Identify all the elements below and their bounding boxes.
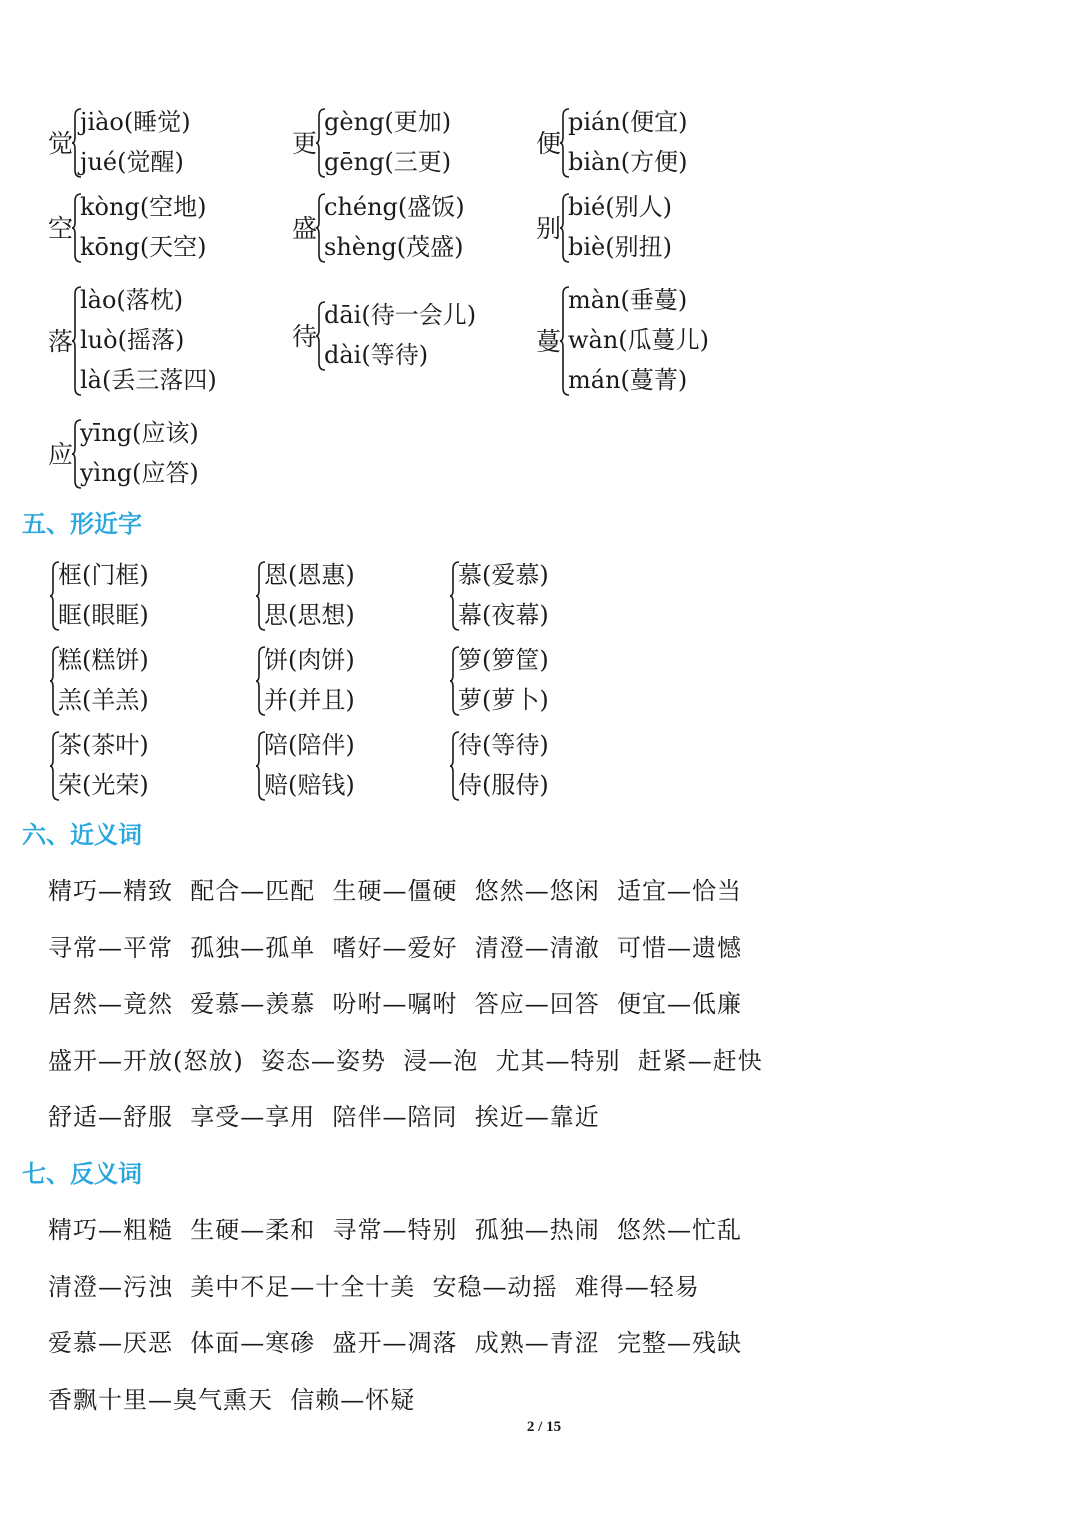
- similar-char-word: 待(等待): [458, 731, 549, 759]
- similar-char-word: 侍(服侍): [458, 771, 549, 799]
- polyphonic-char: 空: [48, 214, 74, 243]
- section-title-antonyms: 七、反义词: [22, 1160, 142, 1188]
- reading: dāi(待一会儿): [324, 301, 477, 329]
- synonym-line: 寻常—平常 孤独—孤单 嗜好—爱好 清澄—清澈 可惜—遗憾: [48, 934, 743, 962]
- similar-char-word: 恩(恩惠): [264, 561, 355, 589]
- polyphonic-char: 觉: [48, 129, 74, 158]
- synonym-line: 精巧—精致 配合—匹配 生硬—僵硬 悠然—悠闲 适宜—恰当: [48, 877, 743, 905]
- similar-char-word: 萝(萝卜): [458, 686, 549, 714]
- similar-char-word: 荣(光荣): [58, 771, 149, 799]
- similar-char-word: 慕(爱慕): [458, 561, 549, 589]
- reading: shèng(茂盛): [324, 233, 464, 261]
- polyphonic-char: 别: [536, 214, 562, 243]
- antonym-line: 精巧—粗糙 生硬—柔和 寻常—特别 孤独—热闹 悠然—忙乱: [48, 1216, 743, 1244]
- similar-char-word: 幕(夜幕): [458, 601, 549, 629]
- synonym-line: 舒适—舒服 享受—享用 陪伴—陪同 挨近—靠近: [48, 1103, 600, 1131]
- similar-char-word: 框(门框): [58, 561, 149, 589]
- polyphonic-char: 盛: [292, 214, 318, 243]
- antonym-line: 清澄—污浊 美中不足—十全十美 安稳—动摇 难得—轻易: [48, 1273, 700, 1301]
- reading: wàn(瓜蔓儿): [568, 326, 710, 354]
- polyphonic-char: 待: [292, 322, 318, 351]
- similar-char-word: 箩(箩筐): [458, 646, 549, 674]
- polyphonic-char: 落: [48, 327, 74, 356]
- reading: pián(便宜): [568, 108, 688, 136]
- similar-char-word: 陪(陪伴): [264, 731, 355, 759]
- reading: dài(等待): [324, 341, 429, 369]
- antonym-line: 爱慕—厌恶 体面—寒碜 盛开—凋落 成熟—青涩 完整—残缺: [48, 1329, 743, 1357]
- reading: mán(蔓菁): [568, 366, 688, 394]
- reading: màn(垂蔓): [568, 286, 688, 314]
- reading: là(丢三落四): [80, 366, 217, 394]
- similar-char-word: 眶(眼眶): [58, 601, 149, 629]
- similar-char-word: 羔(羊羔): [58, 686, 149, 714]
- similar-char-word: 饼(肉饼): [264, 646, 355, 674]
- reading: yīng(应该): [80, 419, 199, 447]
- synonym-line: 居然—竟然 爱慕—羡慕 吩咐—嘱咐 答应—回答 便宜—低廉: [48, 990, 743, 1018]
- section-title-synonyms: 六、近义词: [22, 821, 142, 849]
- polyphonic-char: 蔓: [536, 327, 562, 356]
- antonym-line: 香飘十里—臭气熏天 信赖—怀疑: [48, 1386, 416, 1414]
- similar-char-word: 并(并且): [264, 686, 355, 714]
- similar-char-word: 糕(糕饼): [58, 646, 149, 674]
- reading: kòng(空地): [80, 193, 207, 221]
- section-title-similar-chars: 五、形近字: [22, 510, 142, 538]
- reading: gèng(更加): [324, 108, 452, 136]
- reading: lào(落枕): [80, 286, 184, 314]
- reading: yìng(应答): [80, 459, 199, 487]
- reading: kōng(天空): [80, 233, 207, 261]
- reading: luò(摇落): [80, 326, 185, 354]
- page-number: 2 / 15: [526, 1419, 562, 1435]
- similar-char-word: 茶(茶叶): [58, 731, 149, 759]
- polyphonic-char: 应: [48, 440, 74, 469]
- reading: bié(别人): [568, 193, 672, 221]
- reading: gēng(三更): [324, 148, 452, 176]
- polyphonic-char: 便: [536, 129, 562, 158]
- reading: chéng(盛饭): [324, 193, 465, 221]
- synonym-line: 盛开—开放(怒放) 姿态—姿势 浸—泡 尤其—特别 赶紧—赶快: [48, 1047, 763, 1075]
- similar-char-word: 赔(赔钱): [264, 771, 355, 799]
- reading: jué(觉醒): [80, 148, 184, 176]
- polyphonic-char: 更: [292, 129, 318, 158]
- similar-char-word: 思(思想): [264, 601, 355, 629]
- reading: jiào(睡觉): [80, 108, 191, 136]
- reading: biàn(方便): [568, 148, 688, 176]
- reading: biè(别扭): [568, 233, 672, 261]
